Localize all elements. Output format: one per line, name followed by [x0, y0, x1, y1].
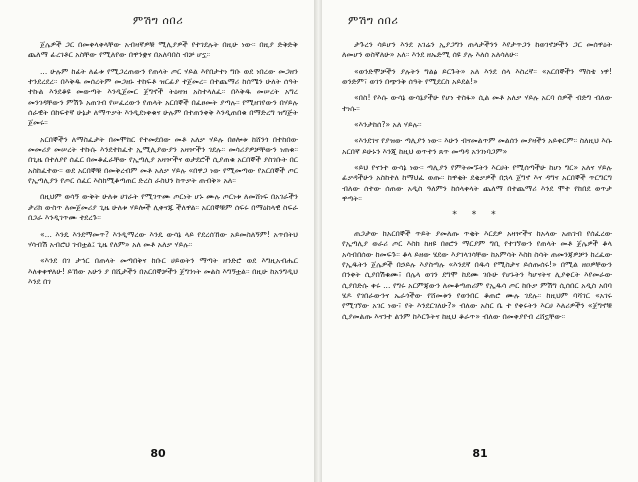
- left-page-body: [28, 40, 298, 287]
- paragraph: «በስ! የእሱ ውሳኔ ውሳኔያችሁ የሆነ ተስፋ» ሲል መቶ አለቃ ሃይሉ አርባ ሰዎች ብድግ ብለው ተነሱ።: [342, 93, 612, 113]
- paragraph: «ወንድሞቻችን ያሉትን ግልፅ ይርጉት» አለ እንደ ሰላ እስረኛ። «አርበኞችን ማስቴ ነዋ! ወንድም፣ ወገን በጭንቅ ሰዓት የሚደርስ አይደል!»: [342, 66, 612, 87]
- paragraph: ጀሌዎች ጋር በመቀላቀላቸው አብዛኛዎቹ ሚሊያዎች የተገደሉት በዚሁ ነው። በዚያ ድቅድቅ ጨለማ ፊረገቶር አስቸው የሚለየው በዋንቋና በአለባበስ ብቻ ሆኗ።: [28, 40, 298, 60]
- paragraph: «... እንዴ እንደማመጥ? እንዲማረው እንዴ ውሳኔ ላይ የደረሰኸው አይመስለኝም! አጥበትህ ሃሳብሽ አብሮህ ገብቷል፤ ጊዜ የለም» አለ መቶ አለቃ ሃይሉ።: [28, 229, 298, 249]
- paragraph: ጠጋታው ከአርበኞች ጥይት ያመለጡ ጥቂት እርደዎ አዛዦችና ከአላው አጠገብ የሰፈረው የኢጣሊያ ወራሪ ጦር እስከ ከዘዩ በፀሮን ማርያም ግቢ የተገኘውን የጠላት መቶ ጀሌዎች ቆላ አሳብበሰው ከመፍጉ። ቆላ ይዘው ሄደው እያገላገሳቸው ከአምሳት እስከ ስሳት ጠመንጃዎቻን ከረፈው የኢዱትን ጀሌዎች በኃይሉ እያስጣሉ «እንደኛ በዱሳ የሚስታና ይሰጡሰሩ!» በሚል ዘዐዎቸውን በንቀት ሲያበሽቁሙ፣ በሌላ ወገን ደግሞ ከደሙ ገቡሁ የሆኑትን ካሆናትና ሊያቀርት እየመራው ሲያበድሱ ቀሩ ... የግሩ አርምጃውን ለመቆጣጠሪም የኢዱሳ ጦር ከቡቃ ምሽግ ሲሰበር አዲስ አበባ ሄዶ የገበራውንና ኤራጎችው የሸመቱን የወንበር ቆጠሮ ሙሉ ገደሉ። ከዚህም ባሻገር «አገሩ የሚገኘው አገር ነው፣ የት እንደርገለሁ?» ብለው አስር ቤ ተ የቀሩትን እርሀ እለሪዎችን «ጀግኖቹ ሲያመልጡ እናንተ ልንም ከእርጉትና ከዚህ ቆራጥ» ብለው በመቀያየብ ረሸኗቸው።: [342, 228, 612, 321]
- right-page-body: [342, 40, 612, 322]
- running-header-right: ምሽግ ሰበሪ: [348, 14, 399, 27]
- paragraph: «ይህ የናንተ ውሳኔ ነው። ጣሊያን የምትመኙትን እርሀት የሚሰጣችሁ ከሆነ ግር» አለና ሃይሉ ፊቃዳችሁን አስከተለ ከማህፈ ወጡ። ከዋቂት ደቂቃዎች በኋላ ጀግኖ እና ዳግና አርበኞች ጥርግርግ ብለው ሰተው ሰጠው አዲስ ዓለምን ከሰላቀላት ጨለማ በተጨማሪ እንደ ሞተ የከበደ ወጥታ ዋጣት።: [342, 163, 612, 204]
- paragraph: ... ሁሉም ከፊት ለፊቱ የሚጋረጠውን የጠላት ጦር ሃይል እየበታተነ ግቡ ወደ ነበረው መጋዘን ተንደረደረ። በእቅዱ መሰረትም መጋዘኑ ተከፍቶ ዝርፊያ ተጀመረ። በተጨማሪ ከሰሜን ሁለት ሰዓት ተኩል እንደቆዩ መውጣት እንዲጀመር ጀግኖች ትዕዛዝ አስተላለፈ። በእቅዱ መሠረት አግረ መንገዳቸውን ምሽጉ አጠገብ የሠፈረውን የጠላት አርበኞች በፈፀመት ያጣሉ። የሚዘገየውን በሃይሉ ሰራዊት በከፍተኛ ሁኔታ ለማጥቃት እንዲደነቀቁና ሁሉም በተጠንቀቅ እንዲጠበቁ በማድረግ ዝግጅት ጀመሩ።: [28, 66, 298, 128]
- running-header-left: ምሽግ ሰበሪ: [132, 14, 184, 27]
- right-page: [322, 0, 638, 482]
- paragraph: «እንደገና የያዝው ጣሊያን ነው። እሁን ብናመልጥም መልሰን መያዛችን አይቀርም። ስለዚህ እሱ አርበኛ ይሁኑን እንጂ ከዚህ ወጥተን ጸጥ መጣዳ አንገነባጋም»: [342, 136, 612, 156]
- paragraph: አርበኞችን ለማስፈታት በመሞከር የተመደበው መቶ አለቃ ሃይሉ በፀሎቱ ከሸንጎ በተከበው መመሪያ መሠረት ተኩሱ እንደተከፈተ ኢሚሊያውያን አዛዦችን ገደሉ። መሳሪያዎቻቸውን ነጠቁ። በጊዜ በተለያየ ሰፈር በመቆፈራቸው የኢጣሊያ አዛዦችና ወታደሮች ሲያጠቁ አርበኞች ያስገቡት በር አስከፈተው። ወደ አርበኞቹ በመቅረብም መቶ አለቃ ሃይሉ «በዋጋ ነው የሚመጣው የአርበኞች ጦር የኢጣሊያን የጦር ሰፈር እስከሚቆጣጠር ድረስ ራስህን ከጥቃት ጠብቅ» አለ።: [28, 134, 298, 186]
- paragraph: «እንደ በገ ታኅር በጠላት መጣበቅና ከቡር ሀይወትን ማጣት ዘንድሮ ወደ እግዚአብሔር እለቀቀዋለሁ! ይኸው አሁን ያ በሺታችን በአርበኞቻችን ጀግንነት መልስ እግኝቷል። በዚሁ ከአንግዲህ እንደ በገ: [28, 256, 298, 286]
- page-number-left: 80: [150, 447, 166, 460]
- page-number-right: 81: [472, 447, 488, 460]
- paragraph: በዚህም ወሳኝ ውቅት ሁለቱ ሀገራት የሚገጥሙ ጦርነት ሆኑ ሙሉ ጦርነቱ ለመሸነፍ በአገራችን ታሪክ ውስጥ ለመጀመሪያ ጊዜ ሁለቱ ሃይሎች ሊቀናጁ ችለዋል። አርበኞቹም ሰፍሩ በማዕከላዊ ስፍራ በጋራ እንዲገጥሙ ተደረጉ።: [28, 192, 298, 223]
- left-page: [0, 0, 316, 482]
- section-separator: * * *: [452, 210, 502, 221]
- paragraph: «እንታከሰ?» አለ ሃይሉ።: [354, 120, 422, 130]
- paragraph: ታጉረን ሳይሆን እንደ አገሬን ኢያጋግን ጠላታችንን እየታጥጋን ከወገኖቻችን ጋር መሰዋዕት ለመሆን ወስኛለሁ» አለ። እንደ ዘኤድሚ ሰዩ ያሉ እለሰ አለሳለሁ።: [342, 40, 612, 60]
